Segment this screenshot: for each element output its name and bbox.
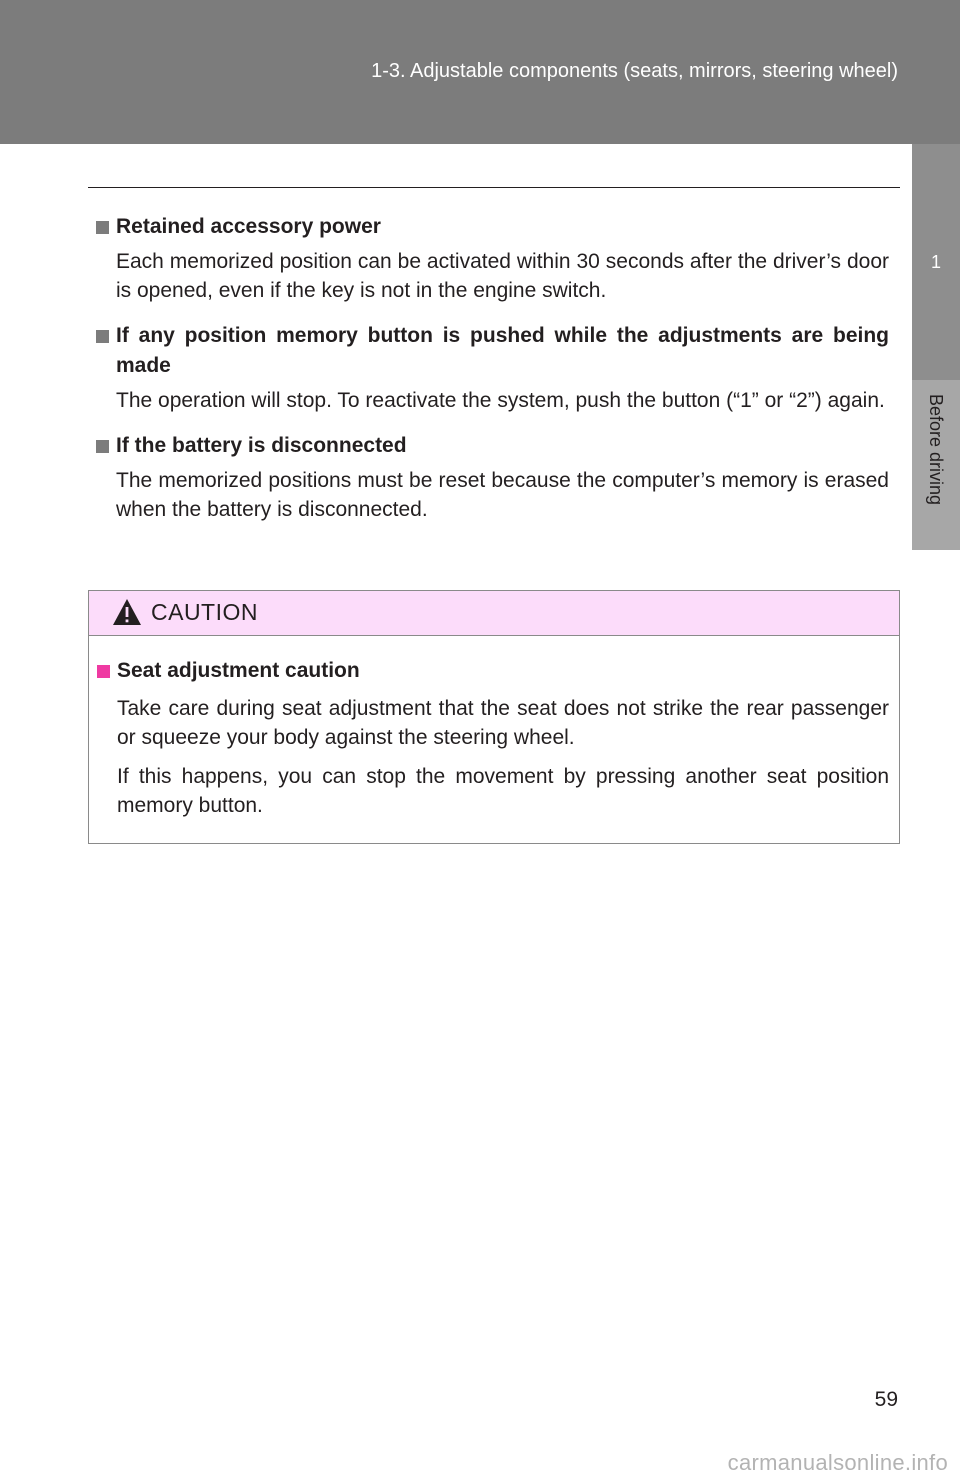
chapter-label-text: Before driving — [926, 394, 946, 506]
item-heading: If the battery is disconnected — [96, 431, 889, 461]
caution-title: CAUTION — [151, 599, 258, 625]
caution-body — [89, 636, 899, 820]
page-header — [0, 0, 960, 144]
header-rule — [88, 187, 900, 188]
chapter-tab-number: 1 — [912, 144, 960, 380]
item-body: Each memorized position can be activated within 30 seconds after the driver’s door is opened, even if the key is not in the engine switch. — [116, 250, 889, 302]
square-bullet-icon — [96, 221, 109, 234]
main-content — [96, 212, 889, 540]
chapter-tab-label — [912, 380, 960, 550]
item-body: The operation will stop. To reactivate the system, push the button (“1” or “2”) again. — [116, 389, 885, 412]
item-heading: If any position memory button is pushed while the adjustments are being made — [96, 321, 889, 381]
caution-header — [89, 591, 899, 636]
square-bullet-icon — [97, 665, 110, 678]
item-heading: Retained accessory power — [96, 212, 889, 242]
square-bullet-icon — [96, 330, 109, 343]
list-item — [96, 212, 889, 305]
section-title: 1-3. Adjustable components (seats, mirrors, steering wheel) — [371, 60, 898, 82]
item-body: The memorized positions must be reset because the computer’s memory is erased when the battery is disconnected. — [116, 469, 889, 521]
square-bullet-icon — [96, 440, 109, 453]
caution-paragraph: Take care during seat adjustment that the seat does not strike the rear passenger or squeeze your body against the steering wheel. — [117, 697, 889, 749]
page-number: 59 — [874, 1388, 898, 1411]
list-item — [96, 321, 889, 415]
watermark: carmanualsonline.info — [727, 1450, 948, 1475]
caution-paragraph: If this happens, you can stop the movement by pressing another seat position memory button. — [117, 765, 889, 817]
list-item — [96, 431, 889, 524]
caution-box — [88, 590, 900, 844]
caution-heading: Seat adjustment caution — [97, 656, 889, 686]
warning-triangle-icon — [111, 597, 143, 627]
